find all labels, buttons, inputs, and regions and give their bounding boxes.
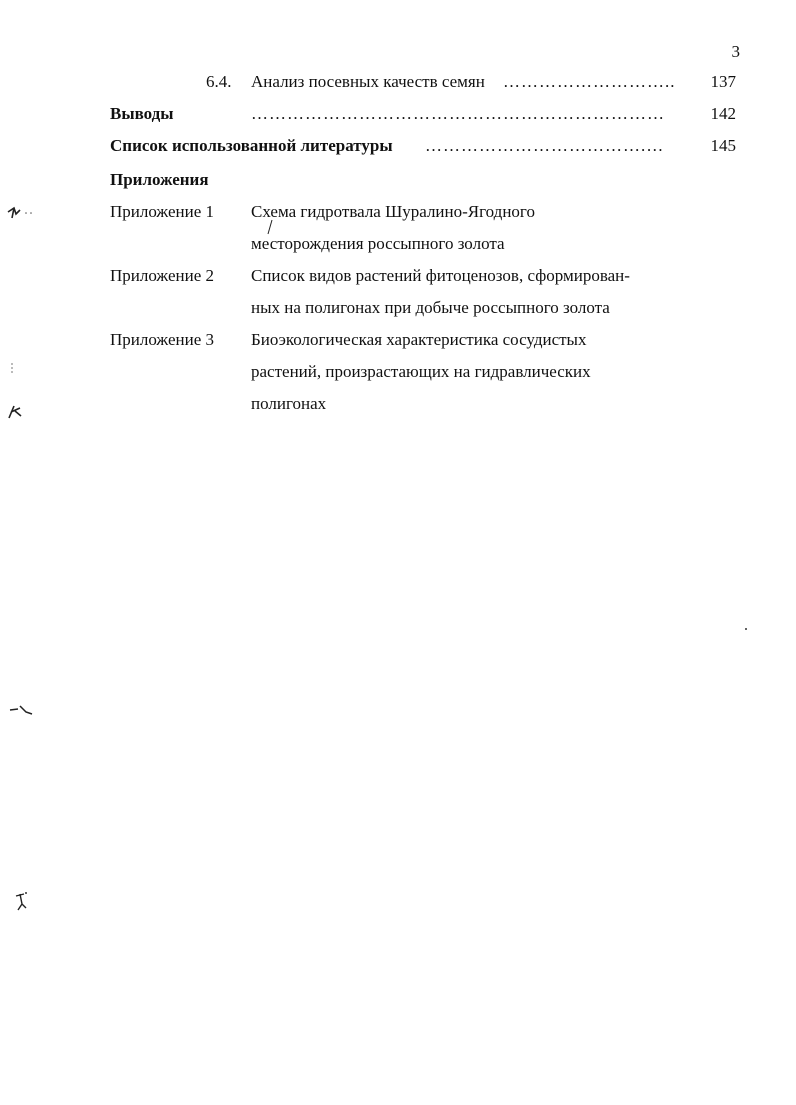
appendix-text-line: Список видов растений фитоценозов, сформирован- — [251, 266, 630, 285]
appendix-text-line: месторождения россыпного золота — [251, 234, 505, 253]
toc-page-number: 145 — [710, 136, 736, 155]
scan-mark-icon — [6, 402, 26, 420]
appendix-text-line: полигонах — [251, 394, 327, 413]
scan-mark-icon — [9, 362, 15, 376]
appendix-label: Приложение 1 — [110, 202, 214, 221]
scan-mark-icon — [8, 702, 34, 718]
toc-title: Анализ посевных качеств семян — [251, 72, 485, 91]
toc-entry-6-4[interactable] — [0, 70, 796, 94]
toc-page-number: 137 — [710, 72, 736, 91]
scan-mark-icon — [6, 204, 34, 222]
page-number: 3 — [731, 42, 740, 61]
appendix-label: Приложение 2 — [110, 266, 214, 285]
appendix-text-line: ных на полигонах при добыче россыпного золота — [251, 298, 610, 317]
appendix-label: Приложение 3 — [110, 330, 214, 349]
appendix-text-line: растений, произрастающих на гидравлических — [251, 362, 591, 381]
toc-page-number: 142 — [710, 104, 736, 123]
appendix-text-line: Схема гидротвала Шуралино-Ягодного — [251, 202, 535, 221]
scan-dot-icon — [744, 627, 748, 631]
toc-section-number: 6.4. — [206, 72, 232, 91]
appendices-heading: Приложения — [110, 170, 209, 189]
scan-mark-icon — [264, 218, 276, 238]
appendix-text-line: Биоэкологическая характеристика сосудистых — [251, 330, 587, 349]
toc-leader-dots: ……………………….. — [503, 72, 676, 91]
toc-title: Выводы — [110, 104, 174, 123]
toc-title: Список использованной литературы — [110, 136, 393, 155]
toc-entry-references[interactable] — [0, 134, 796, 158]
toc-leader-dots: …………………………………………………………… — [251, 104, 665, 123]
scan-mark-icon — [12, 890, 30, 912]
toc-entry-conclusions[interactable] — [0, 102, 796, 126]
toc-leader-dots: ……………………………….… — [425, 136, 665, 155]
